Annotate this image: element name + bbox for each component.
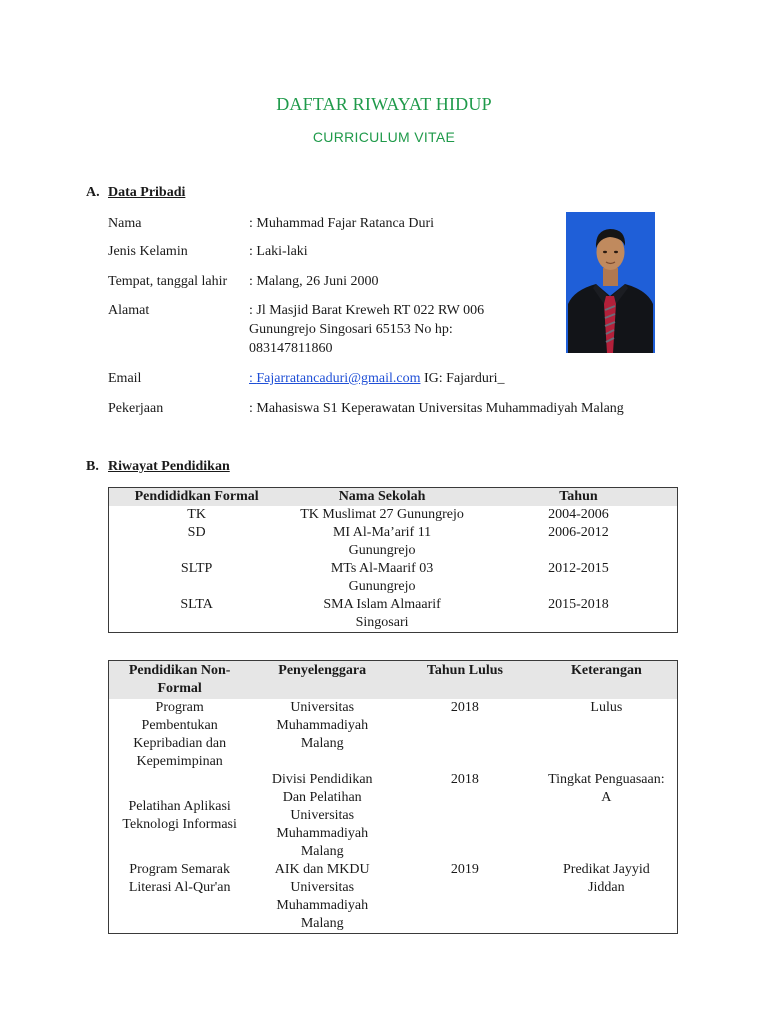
program-line: Literasi Al-Qur'an xyxy=(128,880,231,895)
header-line: Keterangan xyxy=(570,663,642,678)
school-line: MI Al-Ma’arif 11 xyxy=(332,525,432,540)
nonformal-organizer-cell xyxy=(250,699,394,771)
alamat-line-1: : Jl Masjid Barat Kreweh RT 022 RW 006 xyxy=(249,303,485,318)
program-line: Kepemimpinan xyxy=(136,754,223,769)
program-line: Kepribadian dan xyxy=(133,736,227,751)
nonformal-education-table xyxy=(108,660,678,934)
formal-level-cell: TK xyxy=(187,507,206,522)
pekerjaan-label: Pekerjaan xyxy=(108,401,164,416)
nonformal-table-header-row xyxy=(109,661,678,700)
section-a-letter: A. xyxy=(86,185,100,200)
organizer-line: Universitas xyxy=(290,700,355,715)
nonformal-note-cell xyxy=(536,699,678,771)
formal-school-cell xyxy=(284,596,480,633)
organizer-line: Malang xyxy=(300,736,344,751)
nonformal-organizer-cell xyxy=(250,771,394,861)
ttl-value: : Malang, 26 Juni 2000 xyxy=(249,274,379,289)
person-portrait-icon xyxy=(566,212,655,353)
nonformal-organizer-cell xyxy=(250,861,394,934)
email-label: Email xyxy=(108,371,142,386)
header-line: Pendidikan Non- xyxy=(128,663,231,678)
email-prefix: : xyxy=(249,371,257,386)
section-b-heading: Riwayat Pendidikan xyxy=(108,459,230,474)
nonformal-year-cell: 2018 xyxy=(450,700,479,715)
organizer-line: Malang xyxy=(300,844,344,859)
formal-header-school: Nama Sekolah xyxy=(284,488,480,507)
nonformal-header-year xyxy=(394,661,536,700)
profile-photo xyxy=(566,212,655,353)
school-line: TK Muslimat 27 Gunungrejo xyxy=(300,507,464,522)
formal-school-cell xyxy=(284,524,480,560)
alamat-line-2: Gunungrejo Singosari 65153 No hp: xyxy=(249,322,453,337)
table-row xyxy=(109,560,678,596)
table-row xyxy=(109,596,678,633)
note-line: A xyxy=(601,790,612,805)
section-b-letter: B. xyxy=(86,459,99,474)
organizer-line: Muhammadiyah xyxy=(276,718,369,733)
pekerjaan-value: : Mahasiswa S1 Keperawatan Universitas Muhammadiyah Malang xyxy=(249,401,624,416)
email-value xyxy=(249,369,669,388)
document-subtitle: CURRICULUM VITAE xyxy=(312,129,456,145)
formal-header-year: Tahun xyxy=(480,488,678,507)
header-line: Tahun Lulus xyxy=(426,663,503,678)
nama-value: : Muhammad Fajar Ratanca Duri xyxy=(249,216,435,231)
jenis-kelamin-value: : Laki-laki xyxy=(249,244,308,259)
alamat-line-3: 083147811860 xyxy=(249,341,333,356)
nonformal-header-organizer xyxy=(250,661,394,700)
table-row xyxy=(109,771,678,861)
organizer-line: Universitas xyxy=(290,880,355,895)
instagram-text: IG: Fajarduri_ xyxy=(420,371,505,386)
organizer-line: Universitas xyxy=(290,808,355,823)
nonformal-header-note xyxy=(536,661,678,700)
table-row xyxy=(109,524,678,560)
school-line: Singosari xyxy=(355,615,409,630)
program-line: Program xyxy=(155,700,204,715)
alamat-label: Alamat xyxy=(108,303,150,318)
note-line: Tingkat Penguasaan: xyxy=(548,772,665,787)
note-line: Predikat Jayyid xyxy=(563,862,650,877)
email-link[interactable]: Fajarratancaduri@gmail.com xyxy=(256,371,421,386)
formal-school-cell xyxy=(284,560,480,596)
table-row xyxy=(109,699,678,771)
program-line: Pelatihan Aplikasi xyxy=(128,799,231,814)
formal-header-level: Pendididkan Formal xyxy=(109,488,285,507)
table-row xyxy=(109,861,678,934)
formal-year-cell: 2004-2006 xyxy=(548,507,609,522)
nonformal-program-cell xyxy=(109,699,251,771)
nonformal-year-cell: 2018 xyxy=(450,772,479,787)
formal-year-cell: 2015-2018 xyxy=(548,597,609,612)
nonformal-program-cell xyxy=(109,861,251,934)
organizer-line: Malang xyxy=(300,916,344,931)
ttl-label: Tempat, tanggal lahir xyxy=(108,274,228,289)
note-line: Lulus xyxy=(590,700,623,715)
organizer-line: Divisi Pendidikan xyxy=(271,772,373,787)
nama-label: Nama xyxy=(108,216,142,231)
formal-level-cell: SLTA xyxy=(180,597,213,612)
nonformal-header-program xyxy=(109,661,251,700)
organizer-line: Muhammadiyah xyxy=(276,898,369,913)
formal-level-cell: SLTP xyxy=(180,561,213,576)
section-a-header xyxy=(86,185,185,201)
organizer-line: AIK dan MKDU xyxy=(274,862,370,877)
section-b-header xyxy=(86,459,230,475)
nonformal-note-cell xyxy=(536,771,678,861)
school-line: MTs Al-Maarif 03 xyxy=(330,561,434,576)
formal-level-cell: SD xyxy=(187,525,206,540)
organizer-line: Muhammadiyah xyxy=(276,826,369,841)
school-line: Gunungrejo xyxy=(348,543,416,558)
program-line: Teknologi Informasi xyxy=(122,817,237,832)
program-line: Program Semarak xyxy=(129,862,230,877)
program-line: Pembentukan xyxy=(141,718,218,733)
school-line: Gunungrejo xyxy=(348,579,416,594)
school-line: SMA Islam Almaarif xyxy=(323,597,441,612)
note-line: Jiddan xyxy=(588,880,625,895)
document-title: DAFTAR RIWAYAT HIDUP xyxy=(276,94,492,114)
nonformal-year-cell: 2019 xyxy=(450,862,479,877)
nonformal-program-cell xyxy=(109,771,251,861)
header-line: Penyelenggara xyxy=(278,663,367,678)
formal-year-cell: 2006-2012 xyxy=(548,525,609,540)
jenis-kelamin-label: Jenis Kelamin xyxy=(108,244,188,259)
formal-year-cell: 2012-2015 xyxy=(548,561,609,576)
formal-table-header-row xyxy=(109,488,678,507)
header-line: Formal xyxy=(157,681,202,696)
section-a-heading: Data Pribadi xyxy=(108,185,186,200)
table-row xyxy=(109,506,678,524)
formal-school-cell xyxy=(284,506,480,524)
nonformal-note-cell xyxy=(536,861,678,934)
organizer-line: Dan Pelatihan xyxy=(282,790,362,805)
formal-education-table xyxy=(108,487,678,633)
